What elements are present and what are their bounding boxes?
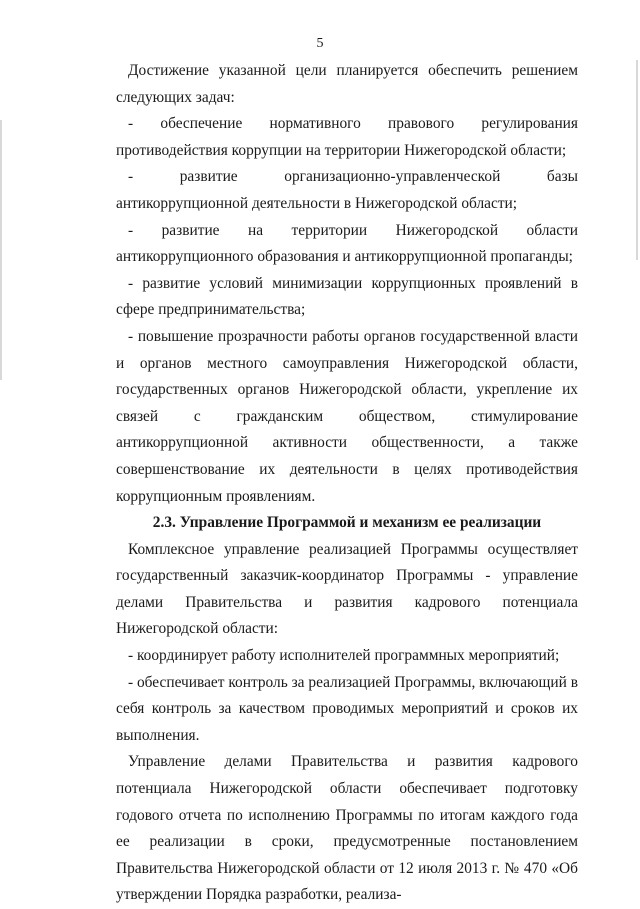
page-number: 5 [316, 36, 324, 51]
paragraph: Достижение указанной цели планируется обеспечить решением следующих задач: [116, 62, 578, 106]
list-item: - обеспечение нормативного правового регулирования противодействия коррупции на территории Нижегородской области; [116, 115, 578, 159]
list-item: - повышение прозрачности работы органов государственной власти и органов местного самоуправления Нижегородской области, государственных органов Нижегородской области, укрепление их связей с гражданским обществом, стимулирование антикоррупционной активности общественности, а также совершенствование их деятельности в целях противодействия коррупционным проявлениям. [116, 327, 578, 505]
paragraph: Комплексное управление реализацией Программы осуществляет государственный заказчик-координатор Программы - управление делами Правительства и развития кадрового потенциала Нижегородской области: [116, 540, 578, 638]
list-item: - обеспечивает контроль за реализацией Программы, включающий в себя контроль за качеством проводимых мероприятий и сроков их выполнения. [116, 673, 578, 744]
list-item: - развитие условий минимизации коррупционных проявлений в сфере предпринимательства; [116, 274, 578, 319]
paragraph: Управление делами Правительства и развития кадрового потенциала Нижегородской области обеспечивает подготовку годового отчета по исполнению Программы по итогам каждого года ее реализации в сроки, предусмотренные постановлением Правительства Нижегородской области от 12 июля 2013 г. № 470 «Об утверждении Порядка разработки, реализа- [116, 753, 578, 904]
list-item: - развитие организационно-управленческой базы антикоррупционной деятельности в Нижегородской области; [116, 168, 578, 212]
list-item: - координирует работу исполнителей программных мероприятий; [128, 647, 560, 665]
scan-artifact [0, 120, 2, 380]
scan-artifact [636, 60, 638, 260]
list-item: - развитие на территории Нижегородской области антикоррупционного образования и антикоррупционной пропаганды; [116, 221, 578, 266]
document-body [116, 58, 578, 909]
section-heading: 2.3. Управление Программой и механизм ее реализации [152, 514, 542, 532]
